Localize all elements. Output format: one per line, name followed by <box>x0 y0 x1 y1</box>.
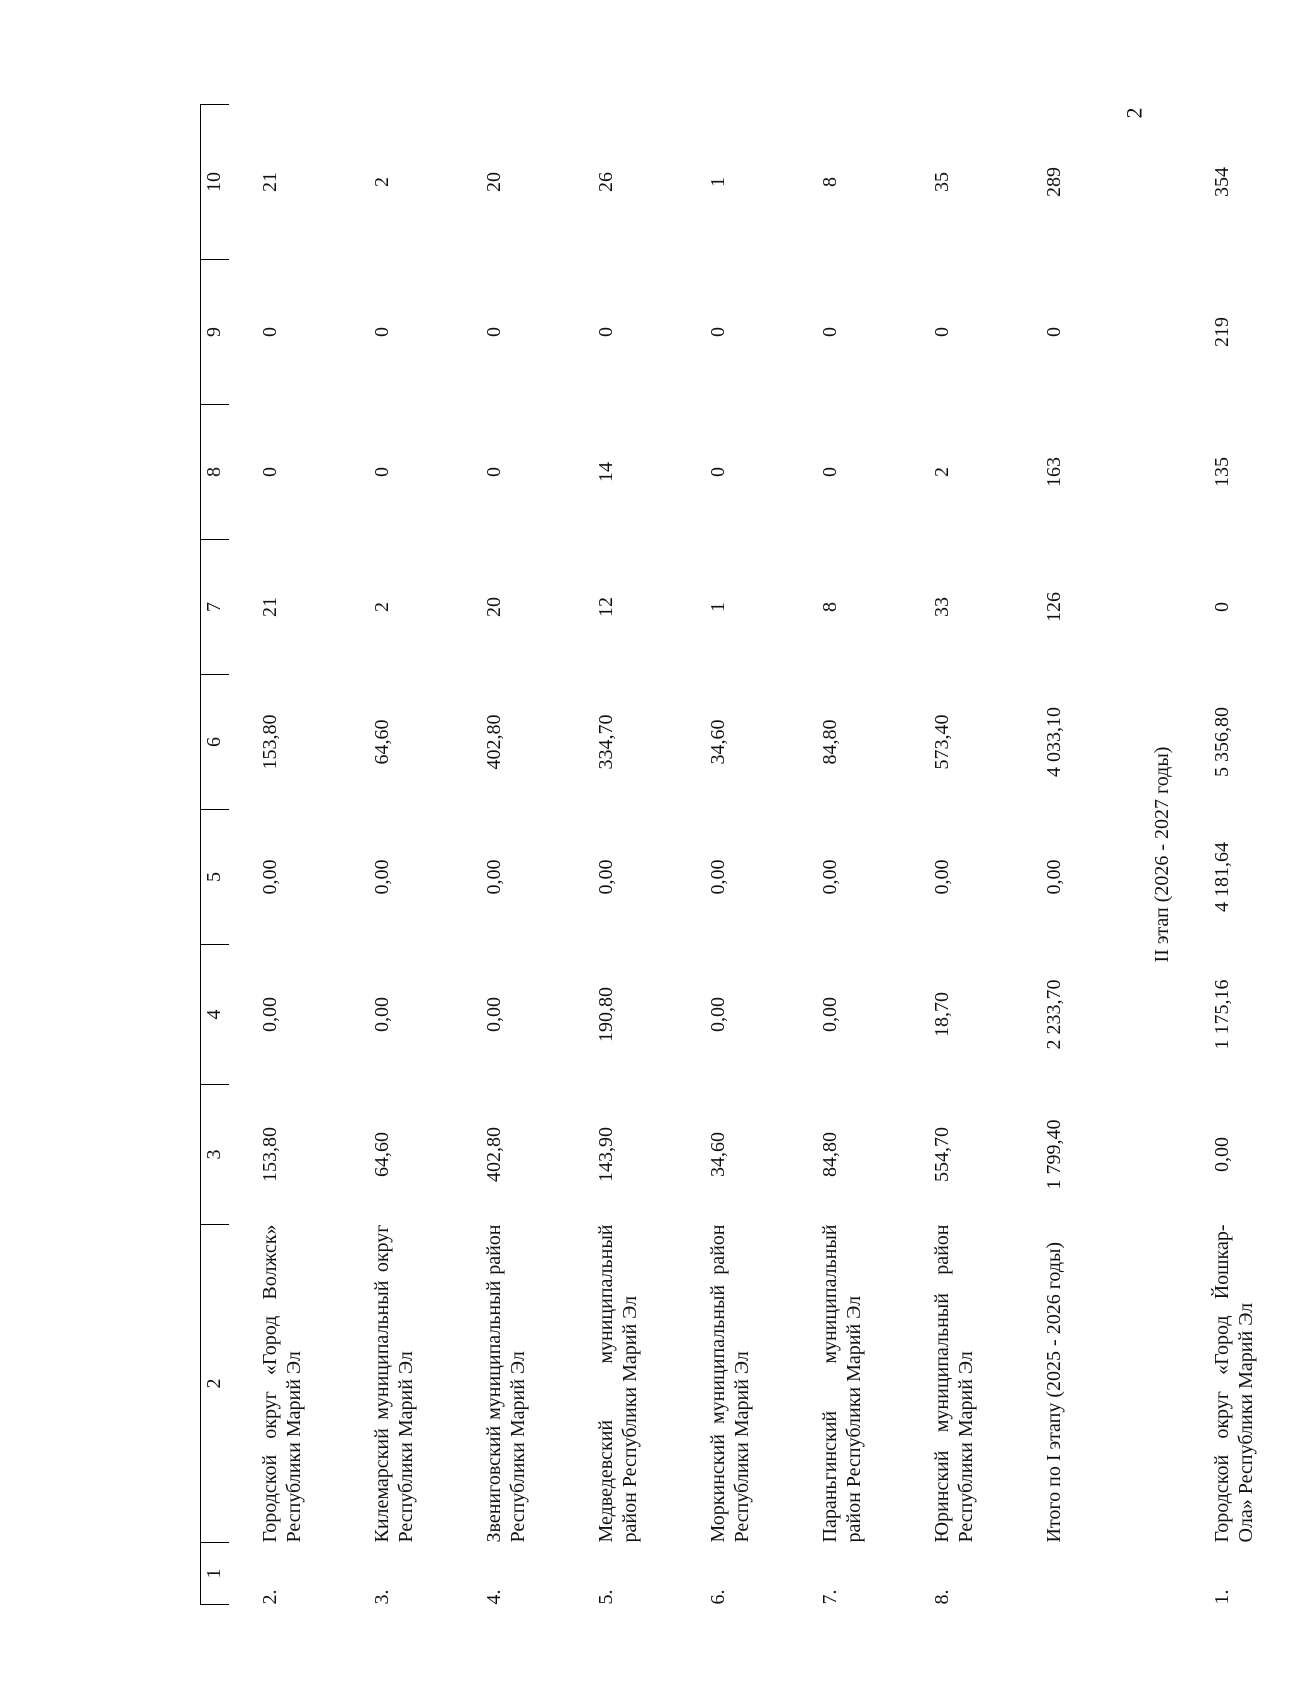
cell-col8: 0 <box>259 467 281 477</box>
cell-col7: 33 <box>931 597 953 617</box>
cell-col8: 0 <box>819 467 841 477</box>
cell-col4: 2 233,70 <box>1043 979 1065 1050</box>
cell-col10: 1 <box>707 177 729 187</box>
row-number: 8. <box>931 1589 953 1605</box>
table-row <box>565 105 677 1605</box>
cell-col3: 1 799,40 <box>1043 1119 1065 1190</box>
cell-col9: 0 <box>1043 327 1065 337</box>
cell-col5: 0,00 <box>707 859 729 895</box>
cell-col3: 0,00 <box>1211 1137 1233 1172</box>
table-row <box>677 105 789 1605</box>
cell-col7: 2 <box>371 602 393 612</box>
cell-col7: 8 <box>819 602 841 612</box>
row-number: 3. <box>371 1589 393 1605</box>
column-header: 3 <box>201 1085 230 1225</box>
column-header: 5 <box>201 810 230 945</box>
column-header: 8 <box>201 405 230 540</box>
municipality-name: Медведевский муниципальный район Республики Марий Эл <box>595 1224 641 1543</box>
table-row <box>229 105 341 1605</box>
cell-col10: 8 <box>819 177 841 187</box>
cell-col6: 153,80 <box>259 714 281 770</box>
cell-col10: 2 <box>371 177 393 187</box>
stage-2-title: II этап (2026 - 2027 годы) <box>1151 746 1174 963</box>
cell-col5: 0,00 <box>931 859 953 895</box>
cell-col8: 2 <box>931 467 953 477</box>
cell-col5: 0,00 <box>371 859 393 895</box>
cell-col9: 0 <box>595 327 617 337</box>
cell-col8: 0 <box>483 467 505 477</box>
column-header: 2 <box>201 1225 230 1543</box>
table-row <box>1181 105 1293 1605</box>
row-number: 4. <box>483 1589 505 1605</box>
cell-col3: 554,70 <box>931 1127 953 1182</box>
cell-col4: 0,00 <box>483 997 505 1032</box>
municipality-name: Параньгинский муниципальный район Республики Марий Эл <box>819 1224 865 1543</box>
cell-col3: 34,60 <box>707 1132 729 1177</box>
cell-col8: 163 <box>1043 457 1065 487</box>
cell-col7: 21 <box>259 597 281 617</box>
table-row <box>453 105 565 1605</box>
cell-col8: 0 <box>707 467 729 477</box>
cell-col3: 84,80 <box>819 1132 841 1177</box>
cell-col9: 0 <box>707 327 729 337</box>
cell-col10: 20 <box>483 172 505 192</box>
cell-col4: 0,00 <box>819 997 841 1032</box>
column-header: 10 <box>201 105 230 260</box>
cell-col8: 135 <box>1211 457 1233 487</box>
cell-col4: 190,80 <box>595 987 617 1042</box>
cell-col6: 334,70 <box>595 714 617 770</box>
table-row <box>341 105 453 1605</box>
cell-col10: 21 <box>259 172 281 192</box>
cell-col5: 4 181,64 <box>1211 842 1233 912</box>
cell-col3: 402,80 <box>483 1127 505 1182</box>
row-number: 5. <box>595 1589 617 1605</box>
column-header: 1 <box>201 1543 230 1605</box>
cell-col7: 20 <box>483 597 505 617</box>
table-row <box>901 105 1013 1605</box>
municipality-name: Звениговский муниципальный район Республики Марий Эл <box>483 1224 529 1543</box>
cell-col6: 34,60 <box>707 719 729 765</box>
column-header: 7 <box>201 540 230 675</box>
cell-col5: 0,00 <box>259 859 281 895</box>
cell-col5: 0,00 <box>819 859 841 895</box>
municipality-name: Килемарский муниципальный округ Республики Марий Эл <box>371 1224 417 1543</box>
municipality-name: Городской округ «Город Волжск» Республики Марий Эл <box>259 1224 305 1543</box>
row-number <box>1013 1543 1125 1605</box>
cell-col5: 0,00 <box>483 859 505 895</box>
cell-col6: 573,40 <box>931 714 953 770</box>
rotated-table-container <box>200 105 1257 1605</box>
cell-col3: 153,80 <box>259 1127 281 1182</box>
cell-col10: 289 <box>1043 167 1065 197</box>
row-number: 7. <box>819 1589 841 1605</box>
cell-col9: 0 <box>259 327 281 337</box>
cell-col4: 18,70 <box>931 992 953 1037</box>
cell-col3: 64,60 <box>371 1132 393 1177</box>
cell-col7: 12 <box>595 597 617 617</box>
cell-col10: 26 <box>595 172 617 192</box>
cell-col4: 0,00 <box>259 997 281 1032</box>
total-label: Итого по I этапу (2025 - 2026 годы) <box>1043 1241 1065 1543</box>
cell-col4: 0,00 <box>707 997 729 1032</box>
table-row <box>789 105 901 1605</box>
cell-col6: 402,80 <box>483 714 505 770</box>
cell-col4: 0,00 <box>371 997 393 1032</box>
cell-col7: 1 <box>707 602 729 612</box>
row-number: 2. <box>259 1589 281 1605</box>
municipality-name: Моркинский муниципальный район Республики Марий Эл <box>707 1224 753 1543</box>
column-header: 4 <box>201 945 230 1085</box>
municipality-name: Городской округ «Город Йошкар-Ола» Республики Марий Эл <box>1211 1224 1257 1543</box>
column-header: 9 <box>201 260 230 405</box>
column-header: 6 <box>201 675 230 810</box>
cell-col10: 354 <box>1211 167 1233 197</box>
page-number: 2 <box>1121 107 1147 119</box>
cell-col3: 143,90 <box>595 1127 617 1182</box>
cell-col9: 0 <box>371 327 393 337</box>
row-number: 6. <box>707 1589 729 1605</box>
row-number: 1. <box>1211 1589 1233 1605</box>
cell-col9: 219 <box>1211 317 1233 347</box>
cell-col7: 126 <box>1043 592 1065 622</box>
cell-col6: 84,80 <box>819 719 841 765</box>
cell-col4: 1 175,16 <box>1211 979 1233 1050</box>
cell-col6: 5 356,80 <box>1211 707 1233 777</box>
cell-col5: 0,00 <box>595 859 617 895</box>
cell-col8: 14 <box>595 462 617 482</box>
cell-col9: 0 <box>931 327 953 337</box>
cell-col9: 0 <box>819 327 841 337</box>
table-header-row <box>201 105 230 1605</box>
stage-heading-row <box>1125 105 1181 1605</box>
total-row-stage-1 <box>1013 105 1125 1605</box>
municipality-name: Юринский муниципальный район Республики Марий Эл <box>931 1224 977 1543</box>
cell-col5: 0,00 <box>1043 859 1065 895</box>
cell-col10: 35 <box>931 172 953 192</box>
cell-col9: 0 <box>483 327 505 337</box>
cell-col8: 0 <box>371 467 393 477</box>
cell-col6: 64,60 <box>371 719 393 765</box>
cell-col6: 4 033,10 <box>1043 707 1065 777</box>
data-table <box>200 104 1293 1605</box>
cell-col7: 0 <box>1211 602 1233 612</box>
